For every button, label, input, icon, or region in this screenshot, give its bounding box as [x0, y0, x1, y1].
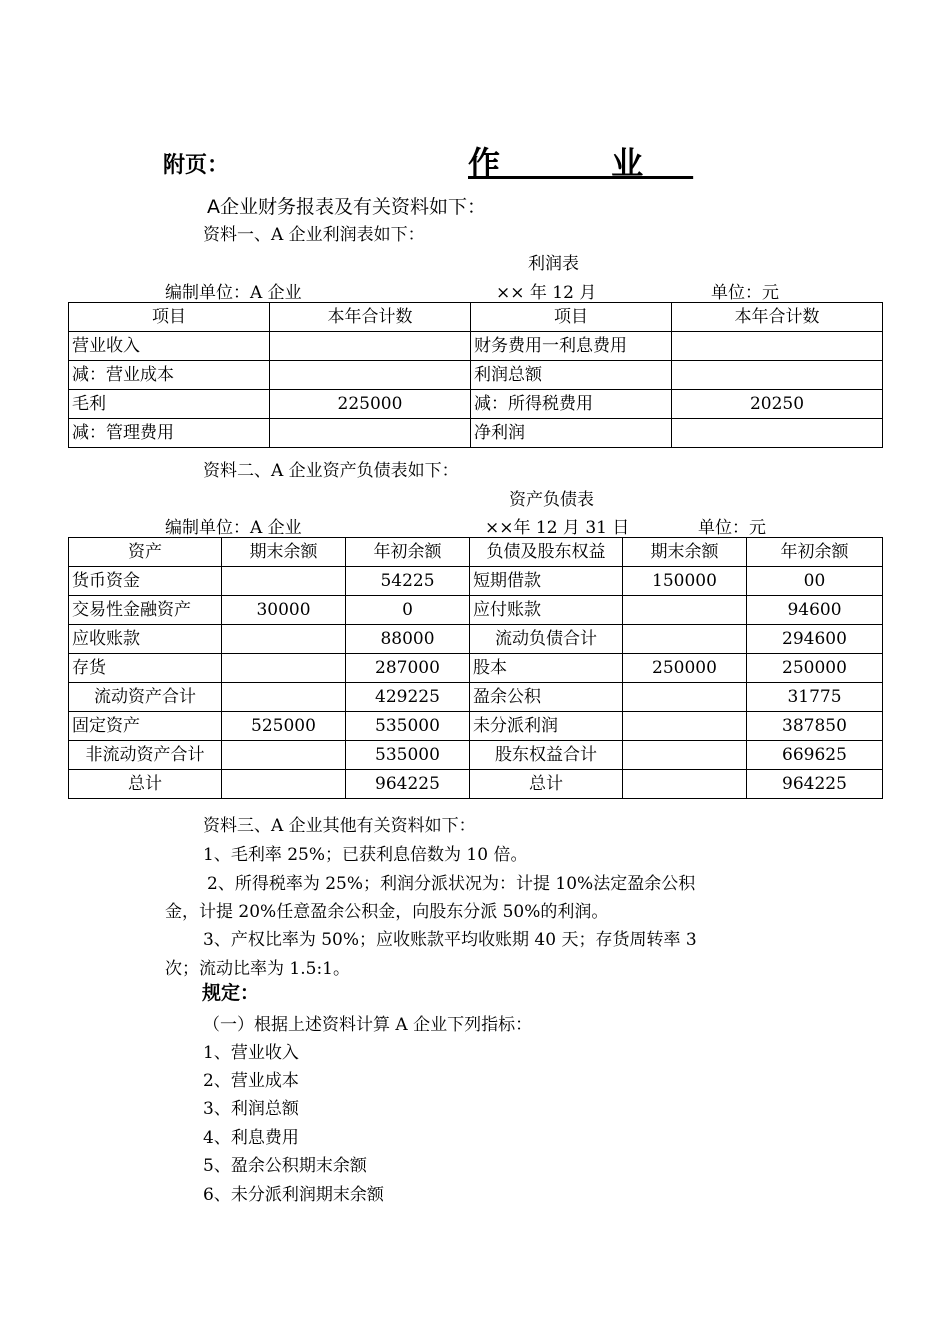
intro-text: A企业财务报表及有关资料如下：: [207, 196, 486, 218]
value-cell: 150000: [623, 567, 747, 596]
liability-cell: 未分派利润: [470, 712, 623, 741]
page-title: 作 业: [468, 144, 694, 182]
other-item-3-line-1: 3、产权比率为 50%；应收账款平均收账期 40 天；存货周转率 3: [203, 930, 697, 950]
value-cell: 535000: [346, 741, 470, 770]
table-row: [69, 390, 883, 419]
income-period: ×× 年 12 月: [496, 283, 597, 303]
item-cell: 净利润: [471, 419, 672, 448]
liability-cell: 总计: [470, 770, 623, 799]
asset-cell: 流动资产合计: [69, 683, 222, 712]
item-cell: 减：所得税费用: [471, 390, 672, 419]
value-cell: [672, 332, 883, 361]
appendix-label: 附页：: [163, 153, 230, 178]
header-cell: 年初余额: [346, 538, 470, 567]
value-cell: [672, 361, 883, 390]
balance-currency: 单位：元: [698, 518, 766, 538]
value-cell: 964225: [747, 770, 883, 799]
liability-cell: 股东权益合计: [470, 741, 623, 770]
other-item-3-line-2: 次；流动比率为 1.5:1。: [165, 959, 350, 979]
income-statement-table: [68, 302, 883, 448]
table-row: [69, 361, 883, 390]
rule-item: 5、盈余公积期末余额: [203, 1156, 367, 1176]
table-row: [69, 770, 883, 799]
header-cell: 项目: [69, 303, 270, 332]
value-cell: 535000: [346, 712, 470, 741]
header-cell: 期末余额: [222, 538, 346, 567]
asset-cell: 货币资金: [69, 567, 222, 596]
value-cell: [222, 741, 346, 770]
header-cell: 本年合计数: [270, 303, 471, 332]
value-cell: 20250: [672, 390, 883, 419]
value-cell: [222, 683, 346, 712]
balance-section-heading: 资料二、A 企业资产负债表如下：: [203, 461, 459, 481]
liability-cell: 流动负债合计: [470, 625, 623, 654]
asset-cell: 总计: [69, 770, 222, 799]
income-unit-label: 编制单位：A 企业: [165, 283, 302, 303]
value-cell: 964225: [346, 770, 470, 799]
value-cell: 294600: [747, 625, 883, 654]
table-row: [69, 741, 883, 770]
rules-subheading: （一）根据上述资料计算 A 企业下列指标：: [203, 1015, 533, 1035]
value-cell: [672, 419, 883, 448]
asset-cell: 存货: [69, 654, 222, 683]
value-cell: 250000: [623, 654, 747, 683]
table-header-row: [69, 303, 883, 332]
value-cell: 250000: [747, 654, 883, 683]
income-table-title: 利润表: [528, 254, 579, 274]
value-cell: [623, 770, 747, 799]
value-cell: [623, 683, 747, 712]
balance-period: ××年 12 月 31 日: [485, 518, 630, 538]
balance-table-title: 资产负债表: [509, 490, 594, 510]
item-cell: 营业收入: [69, 332, 270, 361]
value-cell: 88000: [346, 625, 470, 654]
table-row: [69, 419, 883, 448]
balance-sheet-table: [68, 537, 883, 799]
liability-cell: 短期借款: [470, 567, 623, 596]
value-cell: 30000: [222, 596, 346, 625]
table-row: [69, 683, 883, 712]
table-row: [69, 596, 883, 625]
value-cell: 225000: [270, 390, 471, 419]
rules-heading: 规定：: [202, 982, 260, 1004]
value-cell: [623, 712, 747, 741]
header-cell: 项目: [471, 303, 672, 332]
header-cell: 期末余额: [623, 538, 747, 567]
table-row: [69, 712, 883, 741]
value-cell: 54225: [346, 567, 470, 596]
asset-cell: 非流动资产合计: [69, 741, 222, 770]
header-cell: 负债及股东权益: [470, 538, 623, 567]
item-cell: 减：营业成本: [69, 361, 270, 390]
table-row: [69, 332, 883, 361]
other-item-2-line-2: 金，计提 20%任意盈余公积金，向股东分派 50%的利润。: [165, 902, 609, 922]
liability-cell: 应付账款: [470, 596, 623, 625]
value-cell: 387850: [747, 712, 883, 741]
value-cell: [270, 419, 471, 448]
rule-item: 1、营业收入: [203, 1043, 299, 1063]
value-cell: [270, 332, 471, 361]
asset-cell: 应收账款: [69, 625, 222, 654]
asset-cell: 固定资产: [69, 712, 222, 741]
value-cell: 94600: [747, 596, 883, 625]
item-cell: 利润总额: [471, 361, 672, 390]
item-cell: 毛利: [69, 390, 270, 419]
value-cell: 669625: [747, 741, 883, 770]
table-row: [69, 654, 883, 683]
income-section-heading: 资料一、A 企业利润表如下：: [203, 225, 425, 245]
item-cell: 财务费用一利息费用: [471, 332, 672, 361]
income-currency: 单位：元: [711, 283, 779, 303]
value-cell: [222, 770, 346, 799]
liability-cell: 股本: [470, 654, 623, 683]
value-cell: [222, 654, 346, 683]
value-cell: 429225: [346, 683, 470, 712]
item-cell: 减：管理费用: [69, 419, 270, 448]
rule-item: 3、利润总额: [203, 1099, 299, 1119]
balance-unit-label: 编制单位：A 企业: [165, 518, 302, 538]
rule-item: 2、营业成本: [203, 1071, 299, 1091]
value-cell: 0: [346, 596, 470, 625]
other-section-heading: 资料三、A 企业其他有关资料如下：: [203, 816, 476, 836]
header-cell: 资产: [69, 538, 222, 567]
value-cell: 287000: [346, 654, 470, 683]
value-cell: 00: [747, 567, 883, 596]
value-cell: [222, 625, 346, 654]
other-item-1: 1、毛利率 25%；已获利息倍数为 10 倍。: [203, 845, 528, 865]
value-cell: [623, 596, 747, 625]
rule-item: 6、未分派利润期末余额: [203, 1185, 384, 1205]
asset-cell: 交易性金融资产: [69, 596, 222, 625]
value-cell: [270, 361, 471, 390]
value-cell: [222, 567, 346, 596]
liability-cell: 盈余公积: [470, 683, 623, 712]
table-row: [69, 625, 883, 654]
value-cell: [623, 625, 747, 654]
header-cell: 年初余额: [747, 538, 883, 567]
value-cell: [623, 741, 747, 770]
table-row: [69, 567, 883, 596]
other-item-2-line-1: 2、所得税率为 25%；利润分派状况为：计提 10%法定盈余公积: [207, 874, 696, 894]
rule-item: 4、利息费用: [203, 1128, 299, 1148]
value-cell: 31775: [747, 683, 883, 712]
header-cell: 本年合计数: [672, 303, 883, 332]
value-cell: 525000: [222, 712, 346, 741]
table-header-row: [69, 538, 883, 567]
